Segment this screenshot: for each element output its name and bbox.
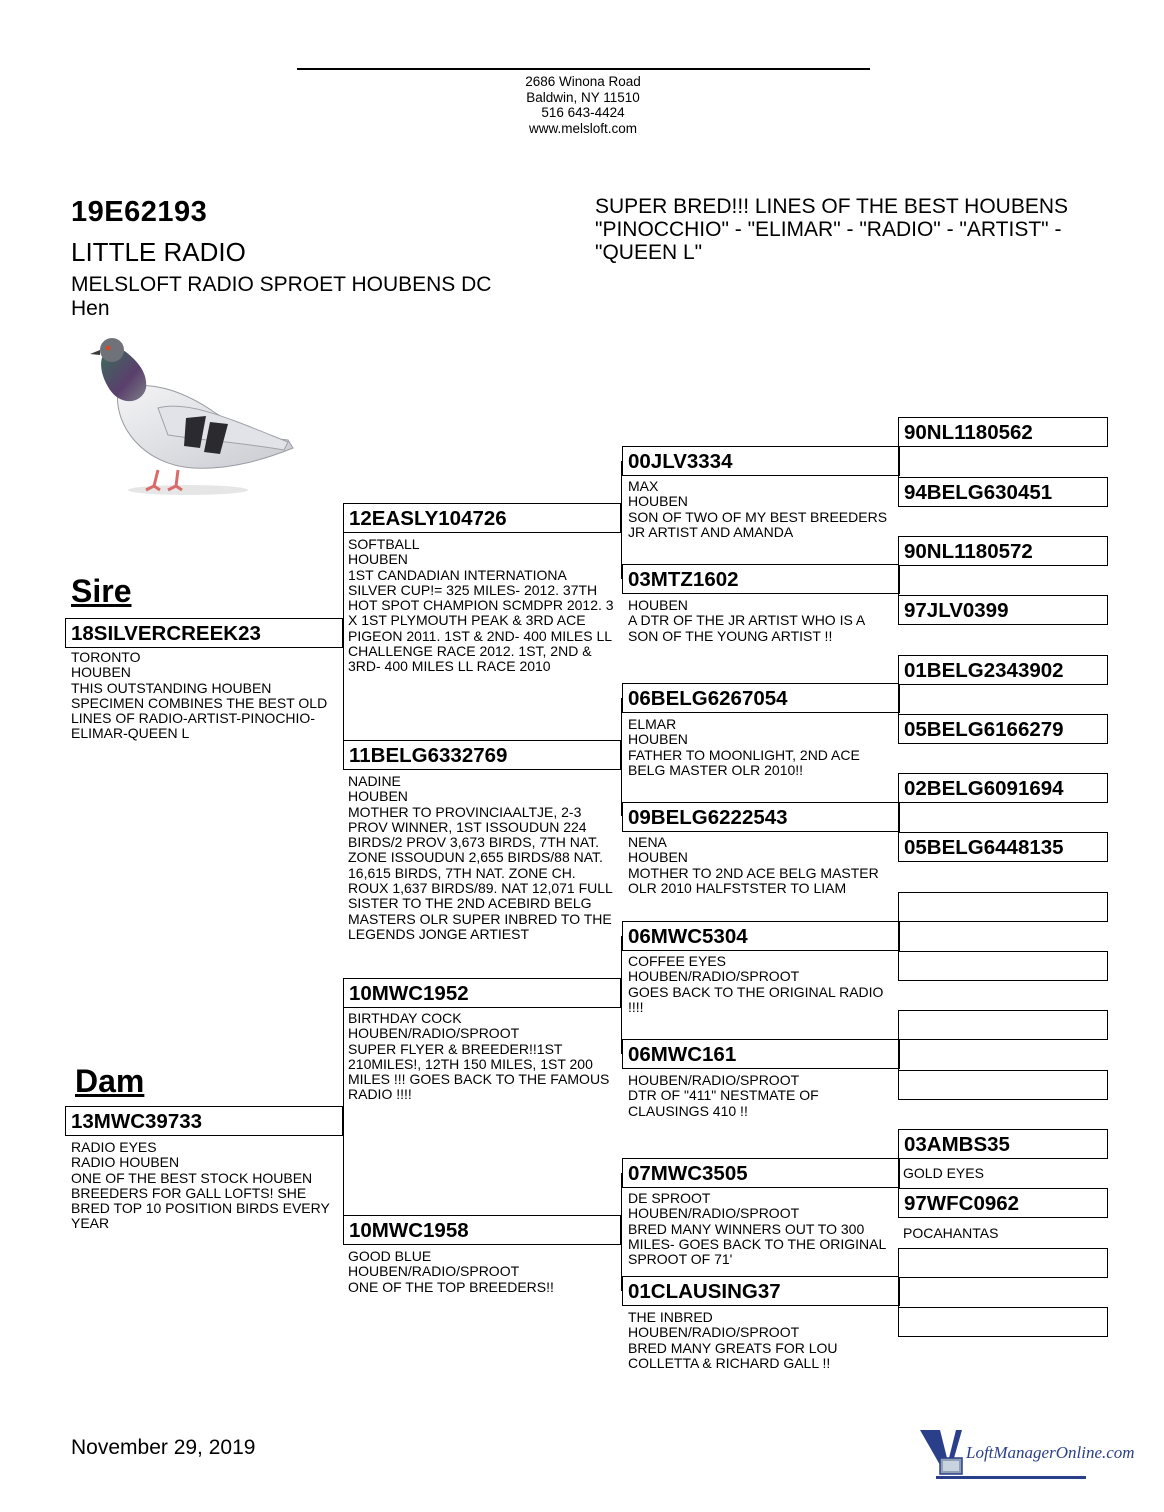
dam-dam-band[interactable]: 10MWC1958: [343, 1215, 621, 1245]
print-date: November 29, 2019: [71, 1436, 256, 1459]
connector-line: [898, 566, 899, 596]
pedigree-line: GOES BACK TO THE ORIGINAL RADIO !!!!: [628, 983, 884, 1015]
sire-label: Sire: [71, 573, 132, 609]
pedigree-line: POCAHANTAS: [903, 1225, 999, 1241]
subject-headline: SUPER BRED!!! LINES OF THE BEST HOUBENS "PINOCCHIO" - "ELIMAR" - "RADIO" - "ARTIST" - "QUEEN L": [595, 195, 1069, 264]
dam-sire-band[interactable]: 10MWC1952: [343, 978, 621, 1008]
gen3-band-1[interactable]: 00JLV3334: [622, 446, 900, 476]
pedigree-line: GOLD EYES: [903, 1165, 984, 1181]
pedigree-line: MOTHER TO PROVINCIAALTJE, 2-3 PROV WINNER, 1ST ISSOUDUN 224 BIRDS/2 PROV 3,673 BIRDS, 7TH NAT. ZONE ISSOUDUN 2,655 BIRDS/88 NAT. 16,615 BIRDS, 7TH NAT. ZONE CH. ROUX 1,637 BIRDS/89. NAT 12,071 FULL SISTER TO THE 2ND ACEBIRD BELG MASTERS OLR SUPER INBRED TO THE LEGENDS JONGE ARTIEST: [348, 803, 613, 942]
dam-line: RADIO EYES: [71, 1139, 157, 1155]
pedigree-line: HOUBEN: [628, 849, 688, 866]
loftmanager-logo: [918, 1428, 1135, 1482]
sire-dam-band[interactable]: 11BELG6332769: [343, 740, 621, 770]
sire-line: HOUBEN: [71, 664, 131, 681]
gen4-band-2[interactable]: 94BELG630451: [898, 477, 1108, 507]
gen3-description-1: [628, 479, 898, 559]
pedigree-line: BRED MANY WINNERS OUT TO 300 MILES- GOES BACK TO THE ORIGINAL SPROOT OF 71': [628, 1220, 886, 1268]
connector-line: [898, 1278, 899, 1308]
gen4-band-10[interactable]: [898, 951, 1108, 981]
gen4-band-3[interactable]: 90NL1180572: [898, 536, 1108, 566]
gen3-description-2: [628, 598, 898, 648]
pedigree-line: NENA: [628, 834, 667, 850]
address-city: Baldwin, NY 11510: [526, 89, 640, 105]
pedigree-line: HOUBEN: [348, 551, 408, 568]
pedigree-line: MOTHER TO 2ND ACE BELG MASTER OLR 2010 HALFSTSTER TO LIAM: [628, 864, 879, 896]
subject-strain: MELSLOFT RADIO SPROET HOUBENS DC: [71, 273, 492, 296]
pedigree-line: SUPER FLYER & BREEDER!!1ST 210MILES!, 12TH 150 MILES, 1ST 200 MILES !!! GOES BACK TO THE FAMOUS RADIO !!!!: [348, 1040, 610, 1103]
pedigree-line: HOUBEN/RADIO/SPROOT: [628, 1205, 800, 1222]
connector-line: [343, 518, 344, 755]
pedigree-line: DTR OF "411" NESTMATE OF CLAUSINGS 410 !!: [628, 1087, 819, 1119]
connector-line: [898, 803, 899, 833]
gen3-description-4: [628, 835, 898, 915]
pedigree-line: GOOD BLUE: [348, 1248, 432, 1264]
gen4-band-8[interactable]: 05BELG6448135: [898, 832, 1108, 862]
connector-line: [898, 1040, 899, 1070]
pedigree-line: 1ST CANDADIAN INTERNATIONA SILVER CUP!= 325 MILES- 2012. 37TH HOT SPOT CHAMPION SCMDPR 2012. 3 X 1ST PLYMOUTH PEAK & 3RD ACE PIGEON 2011. 1ST & 2ND- 400 MILES LL CHALLENGE RACE 2012. 1ST, 2ND & 3RD- 400 MILES LL RACE 2010: [348, 566, 614, 675]
sire-sire-description: [348, 537, 618, 692]
pigeon-image: [88, 330, 298, 500]
pedigree-line: DE SPROOT: [628, 1190, 711, 1206]
gen4-band-15[interactable]: [898, 1248, 1108, 1278]
pedigree-line: HOUBEN/RADIO/SPROOT: [348, 1025, 520, 1042]
dam-line: ONE OF THE BEST STOCK HOUBEN BREEDERS FOR GALL LOFTS! SHE BRED TOP 10 POSITION BIRDS EVERY YEAR: [71, 1169, 330, 1232]
pedigree-line: HOUBEN: [628, 493, 688, 510]
header-rule: [297, 68, 870, 70]
gen3-description-5: [628, 954, 898, 1018]
pedigree-line: HOUBEN: [628, 731, 688, 748]
address-street: 2686 Winona Road: [525, 74, 641, 89]
pedigree-line: HOUBEN: [348, 788, 408, 805]
connector-line: [621, 698, 622, 816]
connector-line: [621, 1173, 622, 1291]
connector-line: [898, 922, 899, 952]
dam-band[interactable]: 13MWC39733: [65, 1106, 343, 1136]
gen3-band-3[interactable]: 06BELG6267054: [622, 683, 900, 713]
pedigree-line: HOUBEN/RADIO/SPROOT: [628, 968, 800, 985]
dam-sire-description: [348, 1011, 618, 1111]
gen3-description-6: [628, 1073, 898, 1123]
gen3-description-3: [628, 717, 898, 781]
connector-line: [621, 936, 622, 1054]
gen3-description-7: [628, 1191, 898, 1271]
pedigree-line: BIRTHDAY COCK: [348, 1010, 462, 1026]
gen4-band-7[interactable]: 02BELG6091694: [898, 773, 1108, 803]
gen3-band-7[interactable]: 07MWC3505: [622, 1158, 900, 1188]
sire-line: TORONTO: [71, 649, 141, 665]
pedigree-line: ELMAR: [628, 716, 677, 732]
pedigree-line: SON OF TWO OF MY BEST BREEDERS JR ARTIST AND AMANDA: [628, 508, 888, 540]
gen3-band-6[interactable]: 06MWC161: [622, 1039, 900, 1069]
pedigree-line: BRED MANY GREATS FOR LOU COLLETTA & RICHARD GALL !!: [628, 1339, 838, 1371]
gen4-band-5[interactable]: 01BELG2343902: [898, 655, 1108, 685]
breeder-address: [440, 74, 726, 136]
sire-line: THIS OUTSTANDING HOUBEN SPECIMEN COMBINES THE BEST OLD LINES OF RADIO-ARTIST-PINOCHIO-ELIMAR-QUEEN L: [71, 679, 328, 742]
subject-sex: Hen: [71, 297, 110, 320]
pedigree-line: NADINE: [348, 773, 401, 789]
subject-name: LITTLE RADIO: [71, 237, 246, 267]
sire-description: [71, 650, 337, 760]
sire-band[interactable]: 18SILVERCREEK23: [65, 618, 343, 648]
pedigree-line: HOUBEN: [628, 597, 688, 613]
gen4-band-9[interactable]: [898, 892, 1108, 922]
connector-line: [621, 461, 622, 579]
gen4-band-16[interactable]: [898, 1307, 1108, 1337]
gen4-band-13[interactable]: 03AMBS35: [898, 1129, 1108, 1159]
gen3-band-5[interactable]: 06MWC5304: [622, 921, 900, 951]
gen4-band-14[interactable]: 97WFC0962: [898, 1188, 1108, 1218]
gen3-band-2[interactable]: 03MTZ1602: [622, 564, 900, 594]
gen3-band-4[interactable]: 09BELG6222543: [622, 802, 900, 832]
connector-line: [898, 447, 899, 477]
pedigree-line: THE INBRED: [628, 1309, 713, 1325]
pedigree-line: HOUBEN/RADIO/SPROOT: [628, 1072, 800, 1088]
sire-sire-band[interactable]: 12EASLY104726: [343, 503, 621, 533]
dam-label: Dam: [75, 1063, 145, 1099]
gen4-band-4[interactable]: 97JLV0399: [898, 595, 1108, 625]
subject-band-number: 19E62193: [71, 196, 208, 228]
pedigree-line: MAX: [628, 478, 659, 494]
gen3-band-8[interactable]: 01CLAUSING37: [622, 1276, 900, 1306]
gen4-band-11[interactable]: [898, 1010, 1108, 1040]
gen4-band-6[interactable]: 05BELG6166279: [898, 714, 1108, 744]
pedigree-line: SOFTBALL: [348, 536, 420, 552]
gen4-band-1[interactable]: 90NL1180562: [898, 417, 1108, 447]
pedigree-line: A DTR OF THE JR ARTIST WHO IS A SON OF THE YOUNG ARTIST !!: [628, 612, 865, 644]
address-phone: 516 643-4424: [541, 105, 625, 120]
connector-line: [898, 1159, 899, 1189]
gen3-description-8: [628, 1310, 898, 1374]
logo-text: LoftManagerOnline.com: [966, 1443, 1135, 1462]
pedigree-line: HOUBEN/RADIO/SPROOT: [628, 1324, 800, 1341]
sire-dam-description: [348, 774, 618, 950]
dam-line: RADIO HOUBEN: [71, 1154, 180, 1171]
pedigree-line: COFFEE EYES: [628, 953, 727, 969]
gen4-band-12[interactable]: [898, 1070, 1108, 1100]
connector-line: [898, 685, 899, 715]
gen4-description-14: [903, 1226, 1103, 1244]
dam-description: [71, 1140, 341, 1235]
address-website: www.melsloft.com: [528, 120, 638, 136]
pedigree-line: FATHER TO MOONLIGHT, 2ND ACE BELG MASTER OLR 2010!!: [628, 746, 860, 778]
pedigree-line: HOUBEN/RADIO/SPROOT: [348, 1263, 520, 1280]
pedigree-line: ONE OF THE TOP BREEDERS!!: [348, 1278, 554, 1295]
dam-dam-description: [348, 1249, 618, 1309]
gen4-description-13: [903, 1166, 1103, 1184]
connector-line: [343, 993, 344, 1230]
